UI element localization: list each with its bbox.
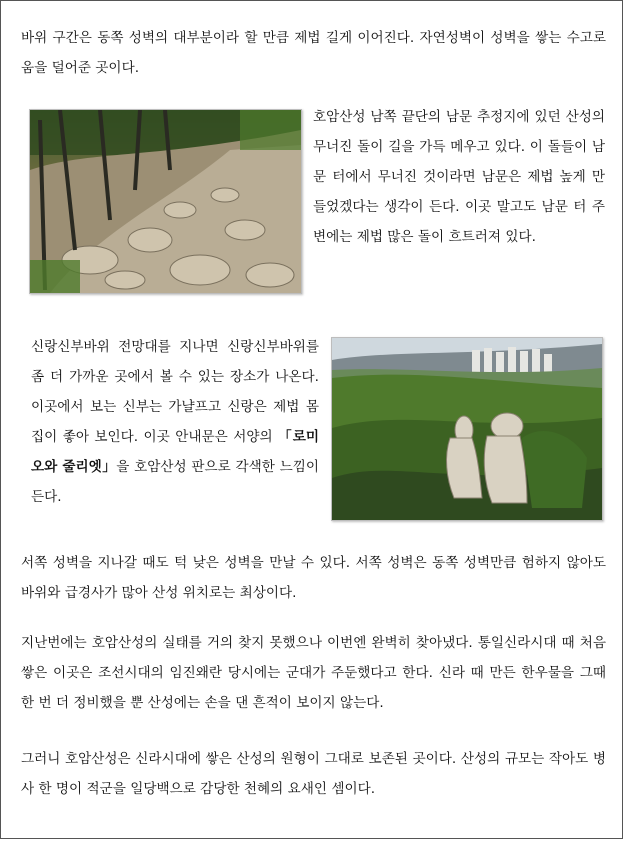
paragraph-bride-groom-rock-text: 신랑신부바위 전망대를 지나면 신랑신부바위를 좀 더 가까운 곳에서 볼 수 있는 장소가 나온다. 이곳에서 보는 신부는 가냘프고 신랑은 제법 몸집이 좋아 보인다. 이곳 안내문은 서양의	[31, 339, 319, 445]
romeo-juliet-title: 「로미오와 줄리엣」	[31, 429, 319, 475]
paragraph-bride-groom-rock-tail: 을 호암산성 판으로 각색한 느낌이 든다.	[31, 459, 319, 505]
paragraph-west-wall: 서쪽 성벽을 지나갈 때도 턱 낮은 성벽을 만날 수 있다. 서쪽 성벽은 동쪽 성벽만큼 험하지 않아도 바위와 급경사가 많아 산성 위치로는 최상이다.	[21, 555, 606, 601]
photo-rocky-trail	[29, 109, 302, 294]
paragraph-history: 지난번에는 호암산성의 실태를 거의 찾지 못했으나 이번엔 완벽히 찾아냈다. 통일신라시대 때 처음 쌓은 이곳은 조선시대의 임진왜란 당시에는 군대가 주둔했다고 한다. 신라 때 만든 한우물을 그때 한 번 더 정비했을 뿐 산성에는 손을 댄 흔적이 보이지 않는다.	[21, 635, 606, 711]
paragraph-bride-groom-rock	[31, 332, 319, 512]
paragraph-conclusion: 그러니 호암산성은 신라시대에 쌓은 산성의 원형이 그대로 보존된 곳이다. 산성의 규모는 작아도 병사 한 명이 적군을 일당백으로 감당한 천혜의 요새인 셈이다.	[21, 751, 606, 797]
paragraph-south-gate: 호암산성 남쪽 끝단의 남문 추정지에 있던 산성의 무너진 돌이 길을 가득 메우고 있다. 이 돌들이 남문 터에서 무너진 것이라면 남문은 제법 높게 만들었겠다는 생각이 든다. 이곳 말고도 남문 터 주변에는 제법 많은 돌이 흐트러져 있다.	[313, 109, 605, 245]
paragraph-rock-section: 바위 구간은 동쪽 성벽의 대부분이라 할 만큼 제법 길게 이어진다. 자연성벽이 성벽을 쌓는 수고로움을 덜어준 곳이다.	[21, 30, 606, 76]
photo-bride-groom-rock	[331, 337, 603, 521]
